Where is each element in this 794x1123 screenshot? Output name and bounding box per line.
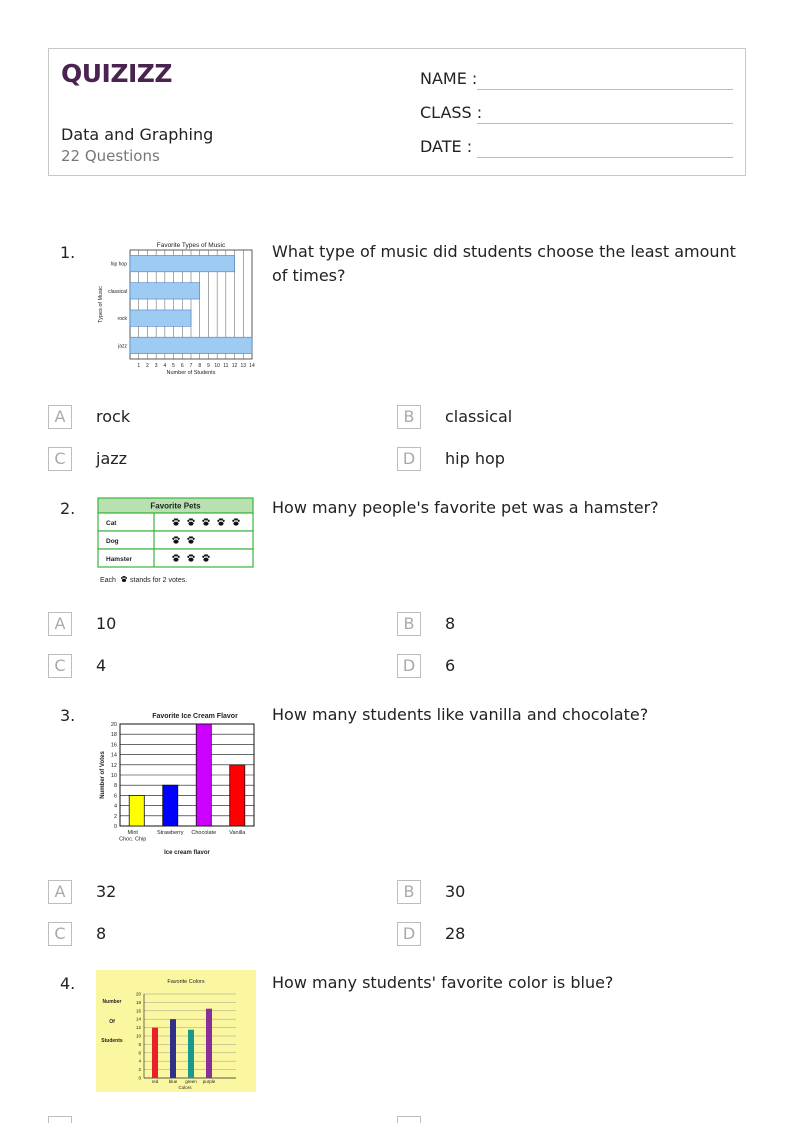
category-label: classical <box>108 288 127 295</box>
tick-label: 8 <box>138 1041 141 1047</box>
tick-label: 20 <box>110 722 117 728</box>
tick-label: 0 <box>113 824 117 830</box>
option-b-text: 30 <box>445 882 466 901</box>
option-b-box[interactable]: B <box>397 612 421 636</box>
tick-label: 18 <box>135 999 141 1005</box>
option-d-text: 6 <box>445 656 456 675</box>
option-c-text: 4 <box>96 656 107 675</box>
row-label: Dog <box>106 538 119 545</box>
quizizz-logo: QUIZIZZ <box>61 59 173 88</box>
option-d-box[interactable]: D <box>397 922 421 946</box>
option-d-text: 28 <box>445 924 466 943</box>
bar-rock <box>130 310 191 326</box>
option-c-text: 8 <box>96 924 107 943</box>
tick-label: 2 <box>138 1067 141 1073</box>
bar-jazz <box>130 337 252 353</box>
row-label: Cat <box>106 520 117 527</box>
tick-label: 10 <box>214 363 220 369</box>
date-field[interactable] <box>477 157 733 158</box>
category-label: Strawberry <box>156 830 184 836</box>
category-label: purple <box>202 1079 216 1084</box>
key-text-before: Each <box>100 577 116 584</box>
tick-label: 10 <box>110 773 117 779</box>
y-axis-label: Number <box>102 999 122 1005</box>
bar-hip-hop <box>130 255 235 271</box>
tick-label: 6 <box>138 1050 141 1056</box>
bar <box>196 724 211 826</box>
option-a-text: 32 <box>96 882 117 901</box>
key-text-after: stands for 2 votes. <box>130 577 188 584</box>
bar <box>206 1009 212 1078</box>
tick-label: 5 <box>172 363 175 369</box>
question-number: 1. <box>60 243 76 262</box>
category-label: rock <box>117 316 127 323</box>
tick-label: 7 <box>189 363 193 369</box>
option-a-text: rock <box>96 407 131 426</box>
question-number: 2. <box>60 499 76 518</box>
category-label: Choc. Chip <box>119 836 147 843</box>
tick-label: 14 <box>135 1016 141 1022</box>
question-number: 4. <box>60 974 76 993</box>
tick-label: 18 <box>110 732 117 739</box>
option-b-text: classical <box>445 407 513 426</box>
tick-label: 14 <box>249 363 255 369</box>
option-d-text: hip hop <box>445 449 505 468</box>
bar <box>152 1028 158 1078</box>
category-label: hip hop <box>110 261 127 268</box>
pets-pictograph <box>96 497 256 589</box>
option-c-box[interactable]: C <box>48 922 72 946</box>
name-label: NAME : <box>420 69 478 88</box>
tick-label: 11 <box>223 363 229 369</box>
tick-label: 4 <box>163 363 167 369</box>
date-label: DATE : <box>420 137 473 156</box>
tick-label: 16 <box>110 742 117 749</box>
option-d-box[interactable]: D <box>397 447 421 471</box>
x-axis-label: Colors <box>178 1085 192 1090</box>
row-label: Hamster <box>106 556 133 563</box>
option-a-box[interactable]: A <box>48 612 72 636</box>
category-label: Chocolate <box>191 830 217 836</box>
question-number: 3. <box>60 706 76 725</box>
paw-icon <box>121 576 127 582</box>
tick-label: 8 <box>113 783 117 790</box>
category-label: Mint <box>127 830 138 836</box>
option-c-box[interactable]: C <box>48 447 72 471</box>
x-axis-label: Ice cream flavor <box>164 850 210 856</box>
tick-label: 12 <box>231 363 238 369</box>
tick-label: 16 <box>135 1008 141 1014</box>
y-axis-label: Number of Votes <box>100 751 106 799</box>
tick-label: 8 <box>198 363 202 369</box>
question-text: How many students like vanilla and chocolate? <box>272 705 649 724</box>
y-axis-label: Types of Music <box>98 286 104 323</box>
tick-label: 2 <box>113 813 117 820</box>
class-field[interactable] <box>477 123 733 124</box>
class-label: CLASS : <box>420 103 483 122</box>
colors-bar-chart <box>96 970 256 1092</box>
tick-label: 13 <box>240 363 247 369</box>
tick-label: 0 <box>138 1075 141 1081</box>
option-a-text: 10 <box>96 614 117 633</box>
option-a-box[interactable]: A <box>48 405 72 429</box>
bar <box>163 785 178 826</box>
table-title: Favorite Pets <box>150 501 201 511</box>
tick-label: 6 <box>113 793 117 800</box>
tick-label: 14 <box>110 752 117 759</box>
y-axis-label: Students <box>101 1038 123 1044</box>
category-label: Vanilla <box>229 830 246 836</box>
tick-label: 3 <box>154 363 158 369</box>
bar-classical <box>130 283 200 299</box>
category-label: blue <box>168 1079 178 1084</box>
chart-title: Favorite Colors <box>167 979 205 985</box>
tick-label: 6 <box>180 363 184 369</box>
tick-label: 4 <box>138 1058 141 1064</box>
chart-title: Favorite Ice Cream Flavor <box>152 713 238 720</box>
tick-label: 4 <box>113 803 117 810</box>
x-axis-label: Number of Students <box>166 370 216 376</box>
option-b-box[interactable]: B <box>397 880 421 904</box>
tick-label: 20 <box>135 991 141 997</box>
chart-title: Favorite Types of Music <box>156 242 226 249</box>
option-b-box[interactable]: B <box>397 405 421 429</box>
category-label: red <box>151 1079 159 1084</box>
music-bar-chart <box>96 238 260 380</box>
name-field[interactable] <box>477 89 733 90</box>
worksheet-header <box>48 48 746 176</box>
tick-label: 9 <box>207 363 210 369</box>
option-a-box[interactable]: A <box>48 880 72 904</box>
option-c-box[interactable]: C <box>48 654 72 678</box>
y-axis-label: Of <box>109 1019 115 1025</box>
bar <box>188 1030 194 1078</box>
option-c-text: jazz <box>96 449 128 468</box>
ice-cream-bar-chart <box>96 708 260 858</box>
category-label: jazz <box>118 343 127 350</box>
tick-label: 2 <box>146 363 149 369</box>
option-b-box[interactable] <box>397 1116 421 1123</box>
option-b-text: 8 <box>445 614 456 633</box>
question-text: What type of music did students choose the least amount of times? <box>272 242 736 285</box>
question-count: 22 Questions <box>61 147 160 165</box>
option-d-box[interactable]: D <box>397 654 421 678</box>
bar <box>129 795 144 826</box>
question-text: How many people's favorite pet was a hamster? <box>272 498 659 517</box>
question-text: How many students' favorite color is blue? <box>272 973 614 992</box>
tick-label: 12 <box>110 762 117 769</box>
option-a-box[interactable] <box>48 1116 72 1123</box>
tick-label: 10 <box>135 1033 141 1039</box>
bar <box>170 1019 176 1078</box>
bar <box>230 765 245 826</box>
worksheet-title: Data and Graphing <box>61 125 214 144</box>
category-label: green <box>185 1079 197 1084</box>
tick-label: 12 <box>135 1025 141 1031</box>
tick-label: 1 <box>137 363 141 369</box>
